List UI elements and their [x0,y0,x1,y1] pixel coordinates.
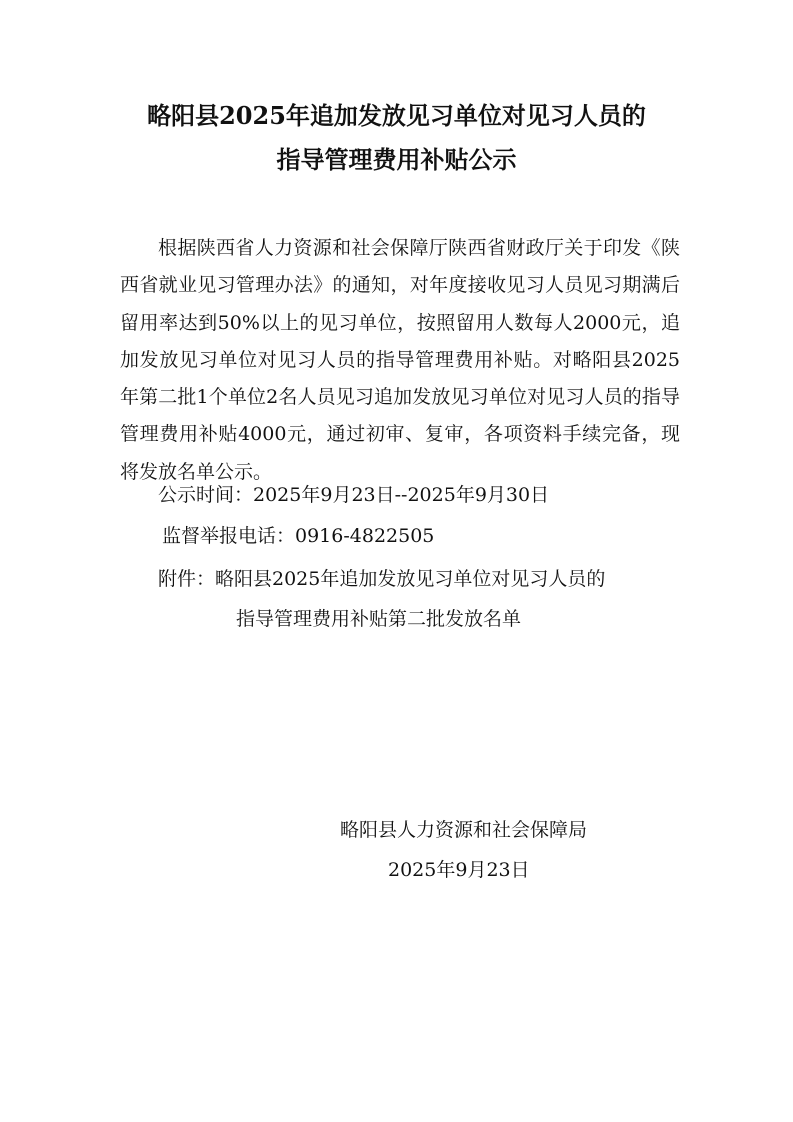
signature-organization: 略阳县人力资源和社会保障局 [340,819,588,841]
document-title-line-1: 略阳县2025年追加发放见习单位对见习人员的 [147,101,646,130]
report-hotline: 监督举报电话：0916-4822505 [162,525,435,547]
document-title-line-2: 指导管理费用补贴公示 [276,145,517,174]
publicity-time: 公示时间：2025年9月23日--2025年9月30日 [158,484,550,506]
signature-date: 2025年9月23日 [388,859,530,881]
body-paragraph: 根据陕西省人力资源和社会保障厅陕西省财政厅关于印发《陕西省就业见习管理办法》的通知，对年度接收见习人员见习期满后留用率达到50%以上的见习单位，按照留用人数每人2000元，追加发放见习单位对见习人员的指导管理费用补贴。对略阳县2025年第二批1个单位2名人员见习追加发放见习单位对见习人员的指导管理费用补贴4000元，通过初审、复审，各项资料手续完备，现将发放名单公示。 [120,237,680,483]
attachment-line-1: 附件：略阳县2025年追加发放见习单位对见习人员的 [158,568,606,590]
attachment-line-2: 指导管理费用补贴第二批发放名单 [236,608,522,630]
